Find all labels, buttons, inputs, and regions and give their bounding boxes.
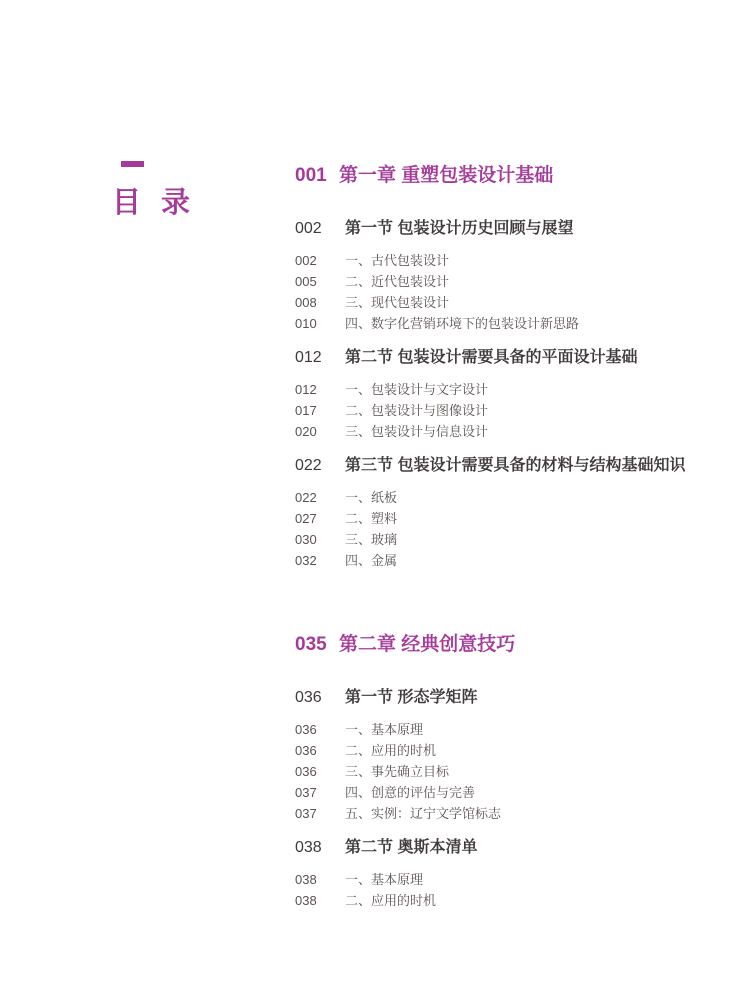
section-items-1-3 (295, 487, 725, 571)
item-entry-1-1-1-page-number: 002 (295, 253, 317, 268)
section-entry-2-2-title: 第二节 奥斯本清单 (345, 839, 478, 856)
item-entry-1-2-3 (295, 421, 725, 442)
item-entry-2-2-1-title: 一、基本原理 (345, 872, 424, 887)
section-entry-2-2-page-number: 038 (295, 839, 322, 856)
section-entry-1-1-title: 第一节 包装设计历史回顾与展望 (345, 220, 574, 237)
item-entry-1-1-4-title: 四、数字化营销环境下的包装设计新思路 (345, 316, 580, 331)
item-entry-1-1-2 (295, 271, 725, 292)
section-entry-1-3-page-number: 022 (295, 457, 322, 474)
item-entry-1-2-3-title: 三、包装设计与信息设计 (345, 424, 489, 439)
chapter-entry-1 (295, 166, 725, 185)
item-entry-1-2-2-page-number: 017 (295, 403, 317, 418)
item-entry-1-2-1-title: 一、包装设计与文字设计 (345, 382, 489, 397)
item-entry-1-2-2-title: 二、包装设计与图像设计 (345, 403, 489, 418)
toc-title: 目 录 (112, 187, 197, 219)
item-entry-2-2-2 (295, 890, 725, 911)
item-entry-1-1-3-title: 三、现代包装设计 (345, 295, 450, 310)
section-entry-1-1-page-number: 002 (295, 220, 322, 237)
section-items-2-2 (295, 869, 725, 911)
section-entry-1-2 (295, 350, 725, 366)
item-entry-2-2-1 (295, 869, 725, 890)
section-entry-1-3 (295, 458, 725, 474)
section-items-2-1 (295, 719, 725, 824)
item-entry-1-2-2 (295, 400, 725, 421)
item-entry-2-1-3-page-number: 036 (295, 764, 317, 779)
item-entry-1-1-4 (295, 313, 725, 334)
section-items-1-2 (295, 379, 725, 442)
item-entry-1-1-4-page-number: 010 (295, 316, 317, 331)
chapter-entry-2-page-number: 035 (295, 634, 327, 655)
item-entry-1-1-3 (295, 292, 725, 313)
item-entry-2-1-4-title: 四、创意的评估与完善 (345, 785, 476, 800)
part-one-dash-icon (121, 161, 144, 167)
item-entry-1-2-3-page-number: 020 (295, 424, 317, 439)
toc-list (295, 0, 725, 911)
item-entry-1-1-1-title: 一、古代包装设计 (345, 253, 450, 268)
item-entry-2-1-3-title: 三、事先确立目标 (345, 764, 450, 779)
chapter-entry-2-title: 第二章 经典创意技巧 (339, 634, 516, 655)
item-entry-1-3-2-title: 二、塑料 (345, 511, 398, 526)
item-entry-1-3-4 (295, 550, 725, 571)
section-entry-2-1-title: 第一节 形态学矩阵 (345, 689, 478, 706)
item-entry-1-1-2-page-number: 005 (295, 274, 317, 289)
item-entry-2-1-1 (295, 719, 725, 740)
item-entry-1-3-1-title: 一、纸板 (345, 490, 398, 505)
section-entry-2-2 (295, 840, 725, 856)
item-entry-2-1-4-page-number: 037 (295, 785, 317, 800)
item-entry-2-1-1-title: 一、基本原理 (345, 722, 424, 737)
section-entry-1-2-title: 第二节 包装设计需要具备的平面设计基础 (345, 349, 638, 366)
item-entry-1-3-3-page-number: 030 (295, 532, 317, 547)
item-entry-1-2-1-page-number: 012 (295, 382, 317, 397)
item-entry-1-3-2-page-number: 027 (295, 511, 317, 526)
item-entry-2-1-2 (295, 740, 725, 761)
item-entry-2-2-2-page-number: 038 (295, 893, 317, 908)
item-entry-2-1-3 (295, 761, 725, 782)
chapter-entry-1-page-number: 001 (295, 165, 327, 186)
item-entry-1-1-3-page-number: 008 (295, 295, 317, 310)
item-entry-2-1-5-title: 五、实例：辽宁文学馆标志 (345, 806, 502, 821)
item-entry-1-3-1-page-number: 022 (295, 490, 317, 505)
chapter-entry-1-title: 第一章 重塑包装设计基础 (339, 165, 554, 186)
item-entry-2-2-2-title: 二、应用的时机 (345, 893, 437, 908)
section-entry-2-1 (295, 690, 725, 706)
item-entry-1-3-2 (295, 508, 725, 529)
item-entry-2-1-2-title: 二、应用的时机 (345, 743, 437, 758)
chapter-entry-2 (295, 635, 725, 654)
section-entry-1-3-title: 第三节 包装设计需要具备的材料与结构基础知识 (345, 457, 686, 474)
item-entry-1-1-1 (295, 250, 725, 271)
section-entry-2-1-page-number: 036 (295, 689, 322, 706)
item-entry-1-1-2-title: 二、近代包装设计 (345, 274, 450, 289)
item-entry-2-1-4 (295, 782, 725, 803)
section-entry-1-2-page-number: 012 (295, 349, 322, 366)
section-entry-1-1 (295, 221, 725, 237)
section-items-1-1 (295, 250, 725, 334)
item-entry-2-1-5 (295, 803, 725, 824)
item-entry-1-3-4-page-number: 032 (295, 553, 317, 568)
item-entry-1-3-4-title: 四、金属 (345, 553, 398, 568)
item-entry-2-1-1-page-number: 036 (295, 722, 317, 737)
item-entry-1-2-1 (295, 379, 725, 400)
item-entry-1-3-1 (295, 487, 725, 508)
item-entry-2-1-2-page-number: 036 (295, 743, 317, 758)
item-entry-1-3-3 (295, 529, 725, 550)
item-entry-2-1-5-page-number: 037 (295, 806, 317, 821)
item-entry-2-2-1-page-number: 038 (295, 872, 317, 887)
item-entry-1-3-3-title: 三、玻璃 (345, 532, 398, 547)
